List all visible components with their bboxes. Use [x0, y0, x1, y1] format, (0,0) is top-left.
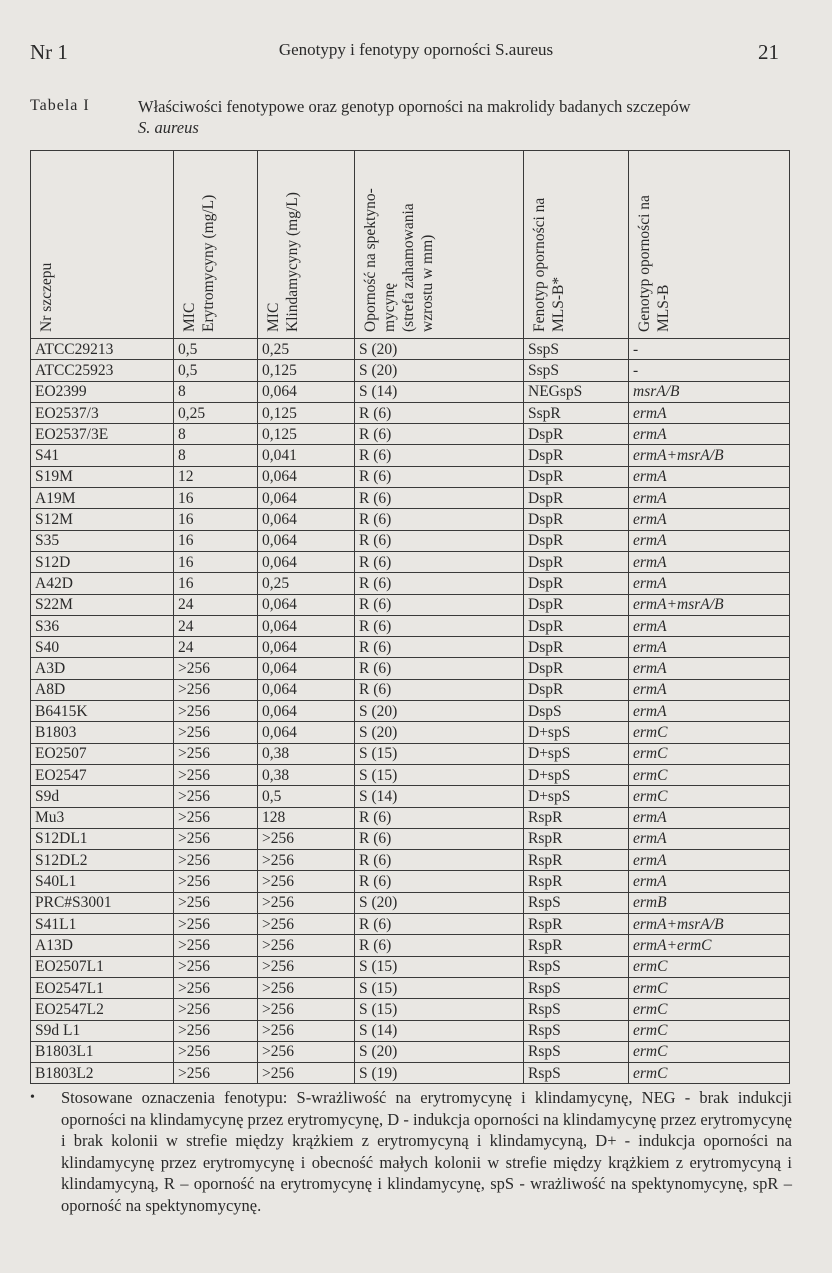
strain-id-cell: PRC#S3001 [31, 892, 174, 913]
spectinomycin-cell: S (19) [355, 1063, 524, 1084]
table-row [31, 551, 790, 572]
mic-clindamycin-cell: 0,5 [258, 786, 355, 807]
mic-clindamycin-cell: >256 [258, 999, 355, 1020]
phenotype-cell: DspR [524, 573, 629, 594]
mic-clindamycin-cell: 0,064 [258, 658, 355, 679]
phenotype-cell: RspS [524, 956, 629, 977]
phenotype-cell: D+spS [524, 743, 629, 764]
column-header-line: MIC [181, 302, 198, 332]
mic-erythromycin-cell: 24 [174, 637, 258, 658]
mic-erythromycin-cell: >256 [174, 786, 258, 807]
phenotype-cell: DspR [524, 445, 629, 466]
strain-id-cell: EO2537/3E [31, 424, 174, 445]
spectinomycin-cell: R (6) [355, 466, 524, 487]
mic-erythromycin-cell: >256 [174, 658, 258, 679]
strain-id-cell: S22M [31, 594, 174, 615]
genotype-cell: ermA [629, 658, 790, 679]
mic-clindamycin-cell: 0,064 [258, 509, 355, 530]
column-header-line: Klindamycyny (mg/L) [284, 192, 301, 332]
genotype-cell: ermA [629, 551, 790, 572]
table-row [31, 871, 790, 892]
spectinomycin-cell: R (6) [355, 871, 524, 892]
table-row [31, 1041, 790, 1062]
table-row [31, 722, 790, 743]
caption-species: S. aureus [138, 118, 199, 137]
table-row [31, 424, 790, 445]
table-row [31, 573, 790, 594]
spectinomycin-cell: R (6) [355, 914, 524, 935]
genotype-cell: - [629, 339, 790, 360]
phenotype-cell: SspS [524, 360, 629, 381]
genotype-cell: ermA+msrA/B [629, 445, 790, 466]
mic-clindamycin-cell: >256 [258, 850, 355, 871]
mic-clindamycin-cell: >256 [258, 892, 355, 913]
phenotype-cell: DspR [524, 658, 629, 679]
mic-clindamycin-cell: 0,25 [258, 573, 355, 594]
mic-erythromycin-cell: >256 [174, 828, 258, 849]
mic-erythromycin-cell: >256 [174, 807, 258, 828]
genotype-cell: ermA [629, 807, 790, 828]
mic-erythromycin-cell: 24 [174, 615, 258, 636]
phenotype-cell: DspR [524, 509, 629, 530]
mic-clindamycin-cell: 0,25 [258, 339, 355, 360]
strain-id-cell: S19M [31, 466, 174, 487]
mic-clindamycin-cell: 0,064 [258, 381, 355, 402]
phenotype-cell: RspS [524, 892, 629, 913]
footnote-text: Stosowane oznaczenia fenotypu: S-wrażliwość na erytromycynę i klindamycynę, NEG - brak indukcji oporności na klindamycynę przez erytromycynę, D - indukcja oporności na klindamycynę przez erytromycynę i brak kolonii w strefie między krążkiem z erytromycyną i klindamycyną, D+ - indukcja oporności na klindamycynę przez erytromycynę i obecność małych kolonii w strefie między krążkiem z erytromycyną i klindamycyną, R – oporność na erytromycynę i klindamycynę, spS - wrażliwość na spektynomycynę, spR – oporność na spektynomycynę. [61, 1088, 792, 1215]
table-row [31, 764, 790, 785]
table-row [31, 892, 790, 913]
mic-clindamycin-cell: >256 [258, 1020, 355, 1041]
strain-id-cell: EO2547L2 [31, 999, 174, 1020]
table-row [31, 339, 790, 360]
table-row [31, 466, 790, 487]
column-header-line: (strefa zahamowania [400, 203, 417, 332]
spectinomycin-cell: R (6) [355, 850, 524, 871]
strain-id-cell: EO2507 [31, 743, 174, 764]
genotype-cell: ermA [629, 615, 790, 636]
spectinomycin-cell: R (6) [355, 679, 524, 700]
strain-id-cell: Mu3 [31, 807, 174, 828]
mic-clindamycin-cell: 0,064 [258, 701, 355, 722]
column-header-line: MIC [265, 302, 282, 332]
genotype-cell: ermA [629, 828, 790, 849]
strain-id-cell: A8D [31, 679, 174, 700]
mic-erythromycin-cell: 8 [174, 381, 258, 402]
strain-id-cell: A19M [31, 488, 174, 509]
phenotype-cell: D+spS [524, 722, 629, 743]
mic-clindamycin-cell: >256 [258, 977, 355, 998]
strain-id-cell: ATCC25923 [31, 360, 174, 381]
genotype-cell: ermA [629, 701, 790, 722]
mic-erythromycin-cell: 16 [174, 551, 258, 572]
column-header [629, 151, 790, 339]
table-row [31, 999, 790, 1020]
phenotype-cell: DspR [524, 530, 629, 551]
mic-erythromycin-cell: 12 [174, 466, 258, 487]
mic-clindamycin-cell: 0,125 [258, 360, 355, 381]
mic-erythromycin-cell: >256 [174, 743, 258, 764]
phenotype-cell: DspR [524, 424, 629, 445]
spectinomycin-cell: R (6) [355, 573, 524, 594]
mic-erythromycin-cell: >256 [174, 1063, 258, 1084]
spectinomycin-cell: R (6) [355, 445, 524, 466]
column-header [31, 151, 174, 339]
genotype-cell: ermA [629, 850, 790, 871]
phenotype-cell: DspR [524, 466, 629, 487]
strain-id-cell: S12DL1 [31, 828, 174, 849]
strain-id-cell: S41 [31, 445, 174, 466]
genotype-cell: ermC [629, 977, 790, 998]
mic-erythromycin-cell: 16 [174, 509, 258, 530]
table-row [31, 701, 790, 722]
phenotype-cell: RspR [524, 807, 629, 828]
journal-number: Nr 1 [30, 40, 68, 64]
strain-id-cell: B1803L1 [31, 1041, 174, 1062]
mic-erythromycin-cell: >256 [174, 701, 258, 722]
spectinomycin-cell: S (20) [355, 722, 524, 743]
strain-id-cell: S41L1 [31, 914, 174, 935]
genotype-cell: ermA [629, 509, 790, 530]
genotype-cell: ermC [629, 956, 790, 977]
column-header [524, 151, 629, 339]
spectinomycin-cell: S (14) [355, 381, 524, 402]
mic-erythromycin-cell: 0,25 [174, 402, 258, 423]
spectinomycin-cell: S (20) [355, 360, 524, 381]
genotype-cell: ermA [629, 466, 790, 487]
column-header [258, 151, 355, 339]
mic-clindamycin-cell: >256 [258, 914, 355, 935]
strain-id-cell: EO2507L1 [31, 956, 174, 977]
table-row [31, 935, 790, 956]
mic-clindamycin-cell: 0,064 [258, 594, 355, 615]
column-header-line: MLS-B [655, 284, 672, 332]
table-row [31, 615, 790, 636]
strain-id-cell: ATCC29213 [31, 339, 174, 360]
table-row [31, 381, 790, 402]
spectinomycin-cell: S (20) [355, 339, 524, 360]
mic-clindamycin-cell: 0,064 [258, 722, 355, 743]
spectinomycin-cell: R (6) [355, 637, 524, 658]
mic-clindamycin-cell: 0,38 [258, 743, 355, 764]
mic-erythromycin-cell: >256 [174, 956, 258, 977]
mic-clindamycin-cell: 0,064 [258, 530, 355, 551]
spectinomycin-cell: S (20) [355, 892, 524, 913]
phenotype-cell: DspS [524, 701, 629, 722]
spectinomycin-cell: R (6) [355, 615, 524, 636]
table-label: Tabela I [30, 97, 90, 114]
spectinomycin-cell: S (15) [355, 956, 524, 977]
mic-clindamycin-cell: 0,125 [258, 424, 355, 445]
mic-erythromycin-cell: >256 [174, 977, 258, 998]
mic-clindamycin-cell: 0,064 [258, 679, 355, 700]
spectinomycin-cell: R (6) [355, 935, 524, 956]
mic-clindamycin-cell: 0,125 [258, 402, 355, 423]
column-header-line: Oporność na spektyno- [362, 188, 379, 332]
strain-id-cell: S40 [31, 637, 174, 658]
strain-id-cell: B1803L2 [31, 1063, 174, 1084]
phenotype-cell: D+spS [524, 764, 629, 785]
column-header [174, 151, 258, 339]
table-header-row [31, 151, 790, 339]
strain-id-cell: S9d L1 [31, 1020, 174, 1041]
bullet-icon: • [30, 1090, 35, 1105]
phenotype-cell: NEGspS [524, 381, 629, 402]
table-row [31, 743, 790, 764]
spectinomycin-cell: S (15) [355, 764, 524, 785]
mic-clindamycin-cell: >256 [258, 1063, 355, 1084]
strain-id-cell: B1803 [31, 722, 174, 743]
strain-id-cell: A13D [31, 935, 174, 956]
phenotype-cell: RspR [524, 871, 629, 892]
genotype-cell: - [629, 360, 790, 381]
phenotype-cell: D+spS [524, 786, 629, 807]
spectinomycin-cell: R (6) [355, 807, 524, 828]
genotype-cell: ermC [629, 722, 790, 743]
mic-erythromycin-cell: 0,5 [174, 360, 258, 381]
running-title: Genotypy i fenotypy oporności S.aureus [278, 40, 554, 59]
table-caption [138, 96, 810, 138]
genotype-cell: ermA [629, 488, 790, 509]
genotype-cell: ermA+ermC [629, 935, 790, 956]
strain-id-cell: S12M [31, 509, 174, 530]
strain-id-cell: A3D [31, 658, 174, 679]
mic-erythromycin-cell: >256 [174, 999, 258, 1020]
mic-clindamycin-cell: 0,041 [258, 445, 355, 466]
phenotype-cell: RspR [524, 935, 629, 956]
spectinomycin-cell: R (6) [355, 658, 524, 679]
mic-clindamycin-cell: >256 [258, 935, 355, 956]
phenotype-cell: RspS [524, 977, 629, 998]
genotype-cell: ermC [629, 999, 790, 1020]
mic-clindamycin-cell: 0,064 [258, 488, 355, 509]
mic-erythromycin-cell: 16 [174, 530, 258, 551]
genotype-cell: ermA+msrA/B [629, 594, 790, 615]
column-header-line: Genotyp oporności na [636, 195, 653, 332]
strain-id-cell: EO2537/3 [31, 402, 174, 423]
spectinomycin-cell: S (15) [355, 999, 524, 1020]
strain-id-cell: EO2547L1 [31, 977, 174, 998]
mic-clindamycin-cell: >256 [258, 956, 355, 977]
genotype-cell: ermC [629, 1041, 790, 1062]
mic-erythromycin-cell: 24 [174, 594, 258, 615]
table-row [31, 914, 790, 935]
table-row [31, 658, 790, 679]
genotype-cell: ermA [629, 573, 790, 594]
table-row [31, 956, 790, 977]
mic-erythromycin-cell: 8 [174, 445, 258, 466]
spectinomycin-cell: R (6) [355, 594, 524, 615]
mic-erythromycin-cell: >256 [174, 764, 258, 785]
phenotype-cell: RspR [524, 828, 629, 849]
genotype-cell: ermA [629, 637, 790, 658]
phenotype-cell: SspR [524, 402, 629, 423]
column-header [355, 151, 524, 339]
spectinomycin-cell: R (6) [355, 530, 524, 551]
spectinomycin-cell: S (14) [355, 786, 524, 807]
mic-clindamycin-cell: 0,064 [258, 615, 355, 636]
strain-id-cell: S40L1 [31, 871, 174, 892]
table-row [31, 679, 790, 700]
strain-id-cell: EO2547 [31, 764, 174, 785]
table-row [31, 1020, 790, 1041]
mic-erythromycin-cell: >256 [174, 1020, 258, 1041]
strain-id-cell: EO2399 [31, 381, 174, 402]
table-row [31, 850, 790, 871]
mic-erythromycin-cell: >256 [174, 871, 258, 892]
phenotype-cell: DspR [524, 488, 629, 509]
table-row [31, 637, 790, 658]
phenotype-cell: DspR [524, 637, 629, 658]
resistance-table [30, 150, 790, 1084]
genotype-cell: ermC [629, 743, 790, 764]
mic-erythromycin-cell: 0,5 [174, 339, 258, 360]
strain-id-cell: S12DL2 [31, 850, 174, 871]
phenotype-cell: RspS [524, 1063, 629, 1084]
mic-erythromycin-cell: 8 [174, 424, 258, 445]
genotype-cell: ermC [629, 786, 790, 807]
strain-id-cell: S36 [31, 615, 174, 636]
spectinomycin-cell: R (6) [355, 488, 524, 509]
spectinomycin-cell: R (6) [355, 551, 524, 572]
column-header-line: MLS-B* [550, 276, 567, 332]
phenotype-cell: DspR [524, 594, 629, 615]
spectinomycin-cell: S (20) [355, 701, 524, 722]
genotype-cell: ermC [629, 1063, 790, 1084]
mic-clindamycin-cell: >256 [258, 828, 355, 849]
table-row [31, 509, 790, 530]
mic-erythromycin-cell: >256 [174, 935, 258, 956]
strain-id-cell: S9d [31, 786, 174, 807]
phenotype-cell: RspR [524, 850, 629, 871]
mic-erythromycin-cell: >256 [174, 679, 258, 700]
mic-erythromycin-cell: >256 [174, 892, 258, 913]
spectinomycin-cell: R (6) [355, 424, 524, 445]
spectinomycin-cell: R (6) [355, 509, 524, 530]
mic-erythromycin-cell: 16 [174, 488, 258, 509]
mic-clindamycin-cell: 0,064 [258, 551, 355, 572]
mic-erythromycin-cell: >256 [174, 850, 258, 871]
genotype-cell: ermB [629, 892, 790, 913]
mic-erythromycin-cell: >256 [174, 722, 258, 743]
mic-clindamycin-cell: >256 [258, 1041, 355, 1062]
table-row [31, 488, 790, 509]
table-row [31, 807, 790, 828]
genotype-cell: ermC [629, 1020, 790, 1041]
genotype-cell: ermA [629, 424, 790, 445]
spectinomycin-cell: R (6) [355, 402, 524, 423]
strain-id-cell: B6415K [31, 701, 174, 722]
column-header-line: Fenotyp oporności na [531, 197, 548, 332]
table-row [31, 594, 790, 615]
spectinomycin-cell: R (6) [355, 828, 524, 849]
table-row [31, 530, 790, 551]
mic-clindamycin-cell: >256 [258, 871, 355, 892]
genotype-cell: msrA/B [629, 381, 790, 402]
genotype-cell: ermA [629, 402, 790, 423]
phenotype-cell: DspR [524, 615, 629, 636]
spectinomycin-cell: S (15) [355, 743, 524, 764]
mic-erythromycin-cell: >256 [174, 1041, 258, 1062]
table-row [31, 360, 790, 381]
strain-id-cell: A42D [31, 573, 174, 594]
table-row [31, 828, 790, 849]
genotype-cell: ermA [629, 530, 790, 551]
page-number: 21 [758, 40, 779, 64]
phenotype-cell: RspS [524, 1020, 629, 1041]
phenotype-cell: SspS [524, 339, 629, 360]
spectinomycin-cell: S (14) [355, 1020, 524, 1041]
genotype-cell: ermC [629, 764, 790, 785]
table-body [31, 339, 790, 1084]
strain-id-cell: S12D [31, 551, 174, 572]
column-header-line: wzrostu w mm) [419, 234, 436, 332]
phenotype-cell: RspR [524, 914, 629, 935]
table-row [31, 1063, 790, 1084]
column-header-line: Nr szczepu [38, 262, 55, 332]
phenotype-cell: RspS [524, 999, 629, 1020]
mic-erythromycin-cell: >256 [174, 914, 258, 935]
phenotype-cell: DspR [524, 551, 629, 572]
column-header-line: Erytromycyny (mg/L) [200, 194, 217, 332]
spectinomycin-cell: S (15) [355, 977, 524, 998]
mic-clindamycin-cell: 0,064 [258, 466, 355, 487]
table-row [31, 402, 790, 423]
footnote [30, 1087, 792, 1216]
column-header-line: mycynę [381, 282, 398, 332]
phenotype-cell: RspS [524, 1041, 629, 1062]
table-row [31, 977, 790, 998]
genotype-cell: ermA+msrA/B [629, 914, 790, 935]
phenotype-cell: DspR [524, 679, 629, 700]
mic-clindamycin-cell: 0,064 [258, 637, 355, 658]
mic-clindamycin-cell: 128 [258, 807, 355, 828]
mic-clindamycin-cell: 0,38 [258, 764, 355, 785]
caption-text: Właściwości fenotypowe oraz genotyp oporności na makrolidy badanych szczepów [138, 97, 691, 116]
genotype-cell: ermA [629, 679, 790, 700]
spectinomycin-cell: S (20) [355, 1041, 524, 1062]
table-row [31, 445, 790, 466]
genotype-cell: ermA [629, 871, 790, 892]
mic-erythromycin-cell: 16 [174, 573, 258, 594]
strain-id-cell: S35 [31, 530, 174, 551]
table-row [31, 786, 790, 807]
